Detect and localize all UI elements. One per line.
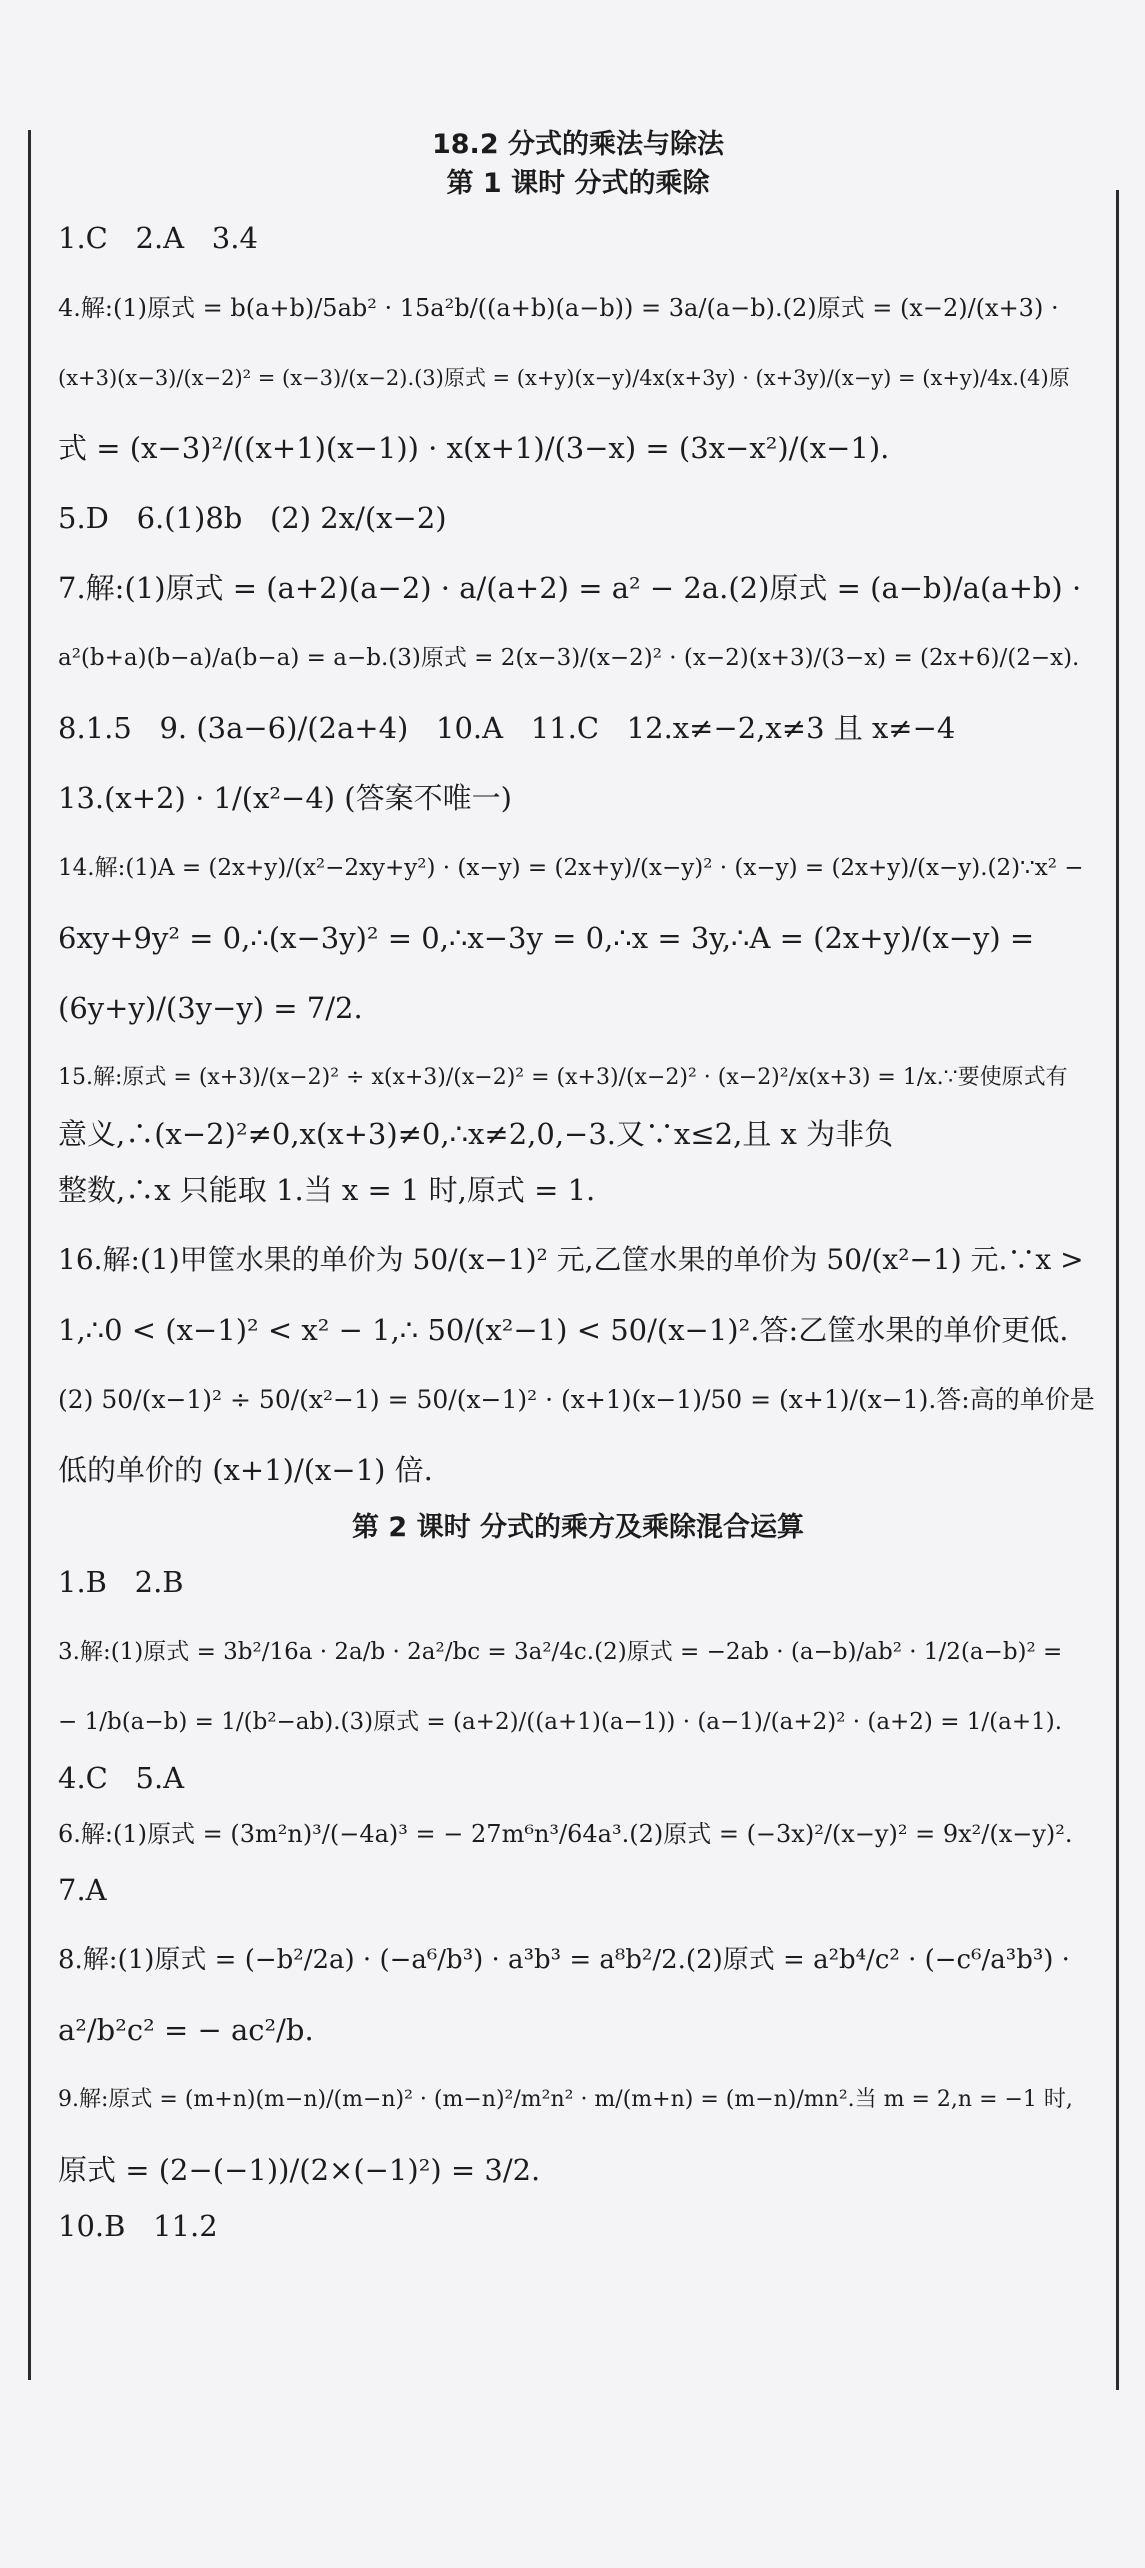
answer-line: 4.C 5.A xyxy=(58,1761,185,1795)
answer-line: 整数,∴x 只能取 1.当 x = 1 时,原式 = 1. xyxy=(58,1173,596,1207)
answer-line: 15.解:原式 = (x+3)/(x−2)² ÷ x(x+3)/(x−2)² = (x+3)/(x−2)² · (x−2)²/x(x+3) = 1/x.∵要使原式有 xyxy=(58,1065,1068,1090)
answer-line: 1,∴0 < (x−1)² < x² − 1,∴ 50/(x²−1) < 50/(x−1)².答:乙筐水果的单价更低. xyxy=(58,1313,1069,1347)
answer-line: (6y+y)/(3y−y) = 7/2. xyxy=(58,991,363,1025)
answer-line: (2) 50/(x−1)² ÷ 50/(x²−1) = 50/(x−1)² · (x+1)(x−1)/50 = (x+1)/(x−1).答:高的单价是 xyxy=(58,1385,1095,1414)
answer-line: 4.解:(1)原式 = b(a+b)/5ab² · 15a²b/((a+b)(a−b)) = 3a/(a−b).(2)原式 = (x−2)/(x+3) · xyxy=(58,294,1059,322)
answer-line: 原式 = (2−(−1))/(2×(−1)²) = 3/2. xyxy=(58,2153,541,2187)
answer-line: − 1/b(a−b) = 1/(b²−ab).(3)原式 = (a+2)/((a+1)(a−1)) · (a−1)/(a+2)² · (a+2) = 1/(a+1). xyxy=(58,1709,1063,1735)
answer-line: 1.C 2.A 3.4 xyxy=(58,221,258,255)
answer-line: 式 = (x−3)²/((x+1)(x−1)) · x(x+1)/(3−x) = (3x−x²)/(x−1). xyxy=(58,431,890,465)
answer-line: 6.解:(1)原式 = (3m²n)³/(−4a)³ = − 27m⁶n³/64a³.(2)原式 = (−3x)²/(x−y)² = 9x²/(x−y)². xyxy=(58,1820,1073,1848)
answer-line: 16.解:(1)甲筐水果的单价为 50/(x−1)² 元,乙筐水果的单价为 50/(x²−1) 元.∵x > xyxy=(58,1243,1084,1276)
answer-line: 7.解:(1)原式 = (a+2)(a−2) · a/(a+2) = a² − 2a.(2)原式 = (a−b)/a(a+b) · xyxy=(58,571,1082,605)
left-border-line xyxy=(28,130,31,2380)
right-border-line xyxy=(1116,190,1119,2390)
page-content xyxy=(58,128,1098,2246)
answer-line: 5.D 6.(1)8b (2) 2x/(x−2) xyxy=(58,501,447,535)
answer-line: 3.解:(1)原式 = 3b²/16a · 2a/b · 2a²/bc = 3a²/4c.(2)原式 = −2ab · (a−b)/ab² · 1/2(a−b)² = xyxy=(58,1639,1063,1665)
answer-line: 9.解:原式 = (m+n)(m−n)/(m−n)² · (m−n)²/m²n² · m/(m+n) = (m−n)/mn².当 m = 2,n = −1 时, xyxy=(58,2087,1073,2112)
answer-line: 14.解:(1)A = (2x+y)/(x²−2xy+y²) · (x−y) = (2x+y)/(x−y)² · (x−y) = (2x+y)/(x−y).(2)∵x² − xyxy=(58,855,1084,881)
lesson-2-title: 第 2 课时 分式的乘方及乘除混合运算 xyxy=(352,1512,804,1543)
answer-line: a²(b+a)(b−a)/a(b−a) = a−b.(3)原式 = 2(x−3)/(x−2)² · (x−2)(x+3)/(3−x) = (2x+6)/(2−x). xyxy=(58,645,1080,671)
answer-line: 10.B 11.2 xyxy=(58,2209,218,2243)
answer-line: 8.1.5 9. (3a−6)/(2a+4) 10.A 11.C 12.x≠−2,x≠3 且 x≠−4 xyxy=(58,711,956,745)
answer-line: 1.B 2.B xyxy=(58,1565,184,1599)
answer-line: 6xy+9y² = 0,∴(x−3y)² = 0,∴x−3y = 0,∴x = 3y,∴A = (2x+y)/(x−y) = xyxy=(58,921,1035,955)
section-title: 18.2 分式的乘法与除法 xyxy=(431,129,725,160)
answer-line: 7.A xyxy=(58,1873,107,1907)
answer-line: 低的单价的 (x+1)/(x−1) 倍. xyxy=(58,1453,433,1487)
answer-line: (x+3)(x−3)/(x−2)² = (x−3)/(x−2).(3)原式 = (x+y)(x−y)/4x(x+3y) · (x+3y)/(x−y) = (x+y)/4x.(4)原 xyxy=(58,366,1070,390)
answer-line: a²/b²c² = − ac²/b. xyxy=(58,2013,314,2047)
answer-line: 意义,∴(x−2)²≠0,x(x+3)≠0,∴x≠2,0,−3.又∵x≤2,且 x 为非负 xyxy=(58,1117,894,1151)
lesson-1-title: 第 1 课时 分式的乘除 xyxy=(446,168,710,199)
answer-line: 8.解:(1)原式 = (−b²/2a) · (−a⁶/b³) · a³b³ = a⁸b²/2.(2)原式 = a²b⁴/c² · (−c⁶/a³b³) · xyxy=(58,1945,1070,1975)
answer-line: 13.(x+2) · 1/(x²−4) (答案不唯一) xyxy=(58,781,512,815)
